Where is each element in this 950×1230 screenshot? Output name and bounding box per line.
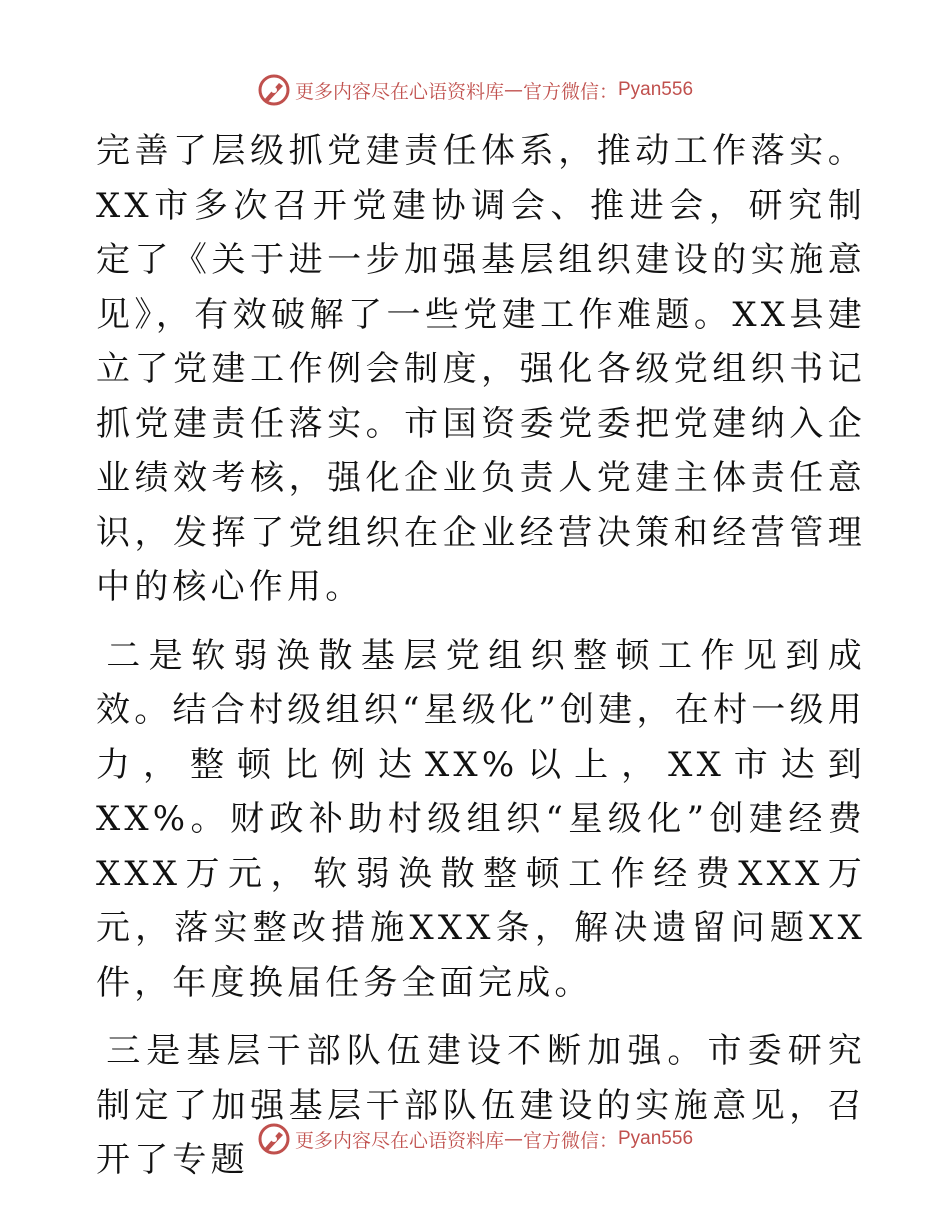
paragraph-2: 二是软弱涣散基层党组织整顿工作见到成效。结合村级组织“星级化”创建，在村一级用力，整顿比例达XX%以上，XX市达到XX%。财政补助村级组织“星级化”创建经费XXX万元，软弱涣散整顿工作经费XXX万元，落实整改措施XXX条，解决遗留问题XX件，年度换届任务全面完成。: [96, 635, 866, 1003]
footer-watermark: [0, 1119, 950, 1159]
pen-circle-logo-icon: [257, 73, 291, 107]
watermark-wechat-id: Pyan556: [618, 1128, 694, 1149]
watermark-text: 更多内容尽在心语资料库: [294, 80, 504, 103]
watermark-wechat-id: Pyan556: [618, 79, 694, 100]
watermark-text: 更多内容尽在心语资料库: [294, 1129, 504, 1152]
header-watermark: [0, 70, 950, 110]
watermark-official-label: 官方微信：: [522, 80, 618, 103]
paragraph-1: 完善了层级抓党建责任体系，推动工作落实。XX市多次召开党建协调会、推进会，研究制定了《关于进一步加强基层组织建设的实施意见》，有效破解了一些党建工作难题。XX县建立了党建工作例会制度，强化各级党组织书记抓党建责任落实。市国资委党委把党建纳入企业绩效考核，强化企业负责人党建主体责任意识，发挥了党组织在企业经营决策和经营管理中的核心作用。: [96, 131, 866, 607]
pen-circle-logo-icon: [257, 1122, 291, 1156]
watermark-official-label: 官方微信：: [522, 1129, 618, 1152]
document-body: [96, 124, 866, 1188]
paragraph-3: 三是基层干部队伍建设不断加强。市委研究制定了加强基层干部队伍建设的实施意见，召开了专题: [96, 1031, 866, 1180]
watermark-dash: —: [503, 79, 523, 101]
watermark-dash: —: [503, 1128, 523, 1150]
